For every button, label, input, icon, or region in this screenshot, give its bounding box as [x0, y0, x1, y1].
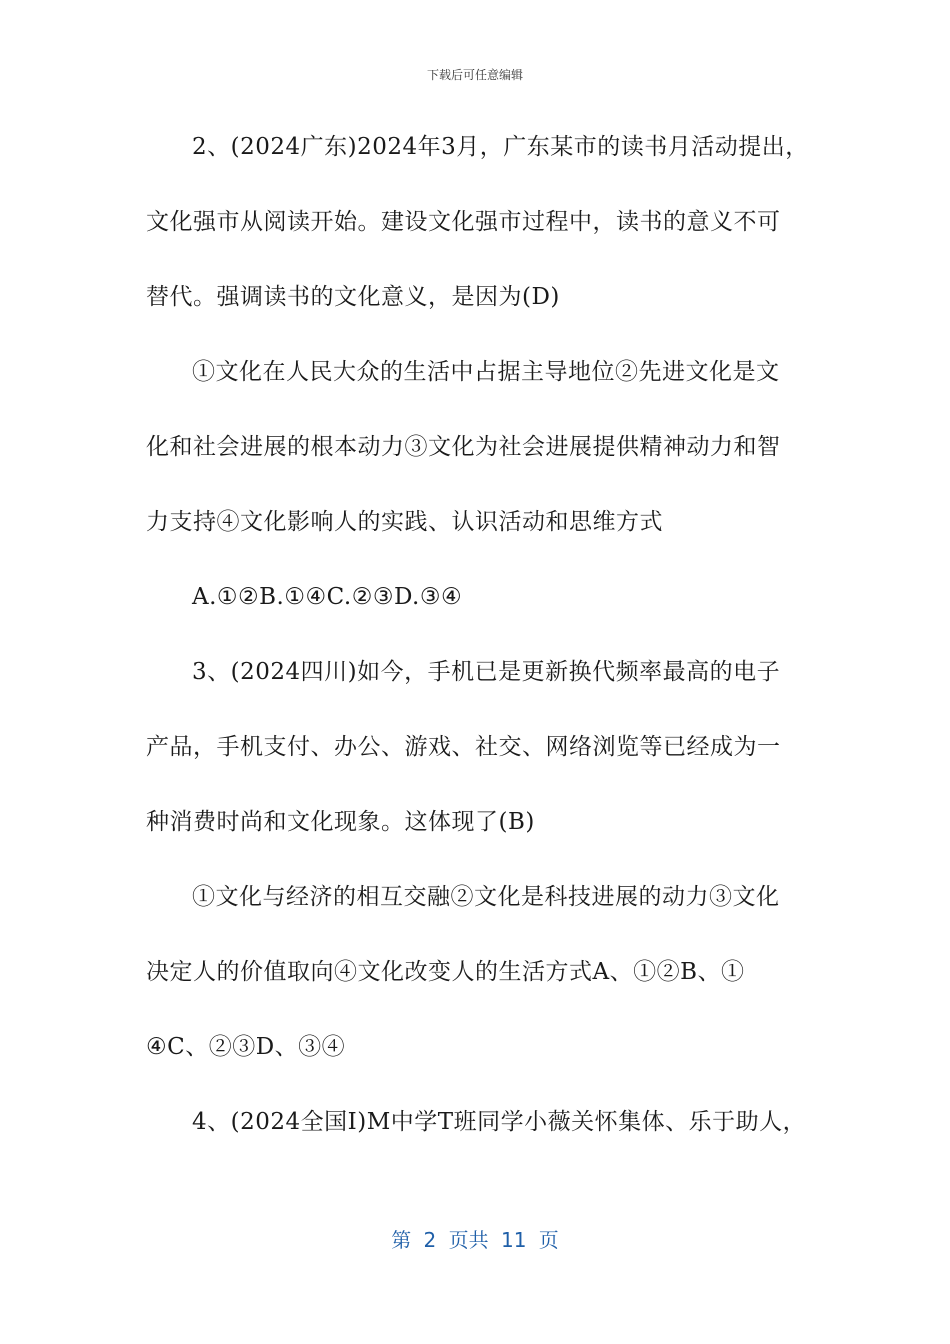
text-line: 产品，手机支付、办公、游戏、社交、网络浏览等已经成为一	[146, 734, 781, 760]
page-number-footer: 第 2 页共 11 页	[391, 1228, 559, 1252]
text-line: ①文化与经济的相互交融②文化是科技进展的动力③文化	[192, 884, 780, 910]
text-line: 决定人的价值取向④文化改变人的生活方式A、①②B、①	[146, 959, 745, 985]
text-line: 种消费时尚和文化现象。这体现了(B)	[146, 809, 535, 835]
text-line: 力支持④文化影响人的实践、认识活动和思维方式	[146, 509, 663, 535]
answer-options: A.①②B.①④C.②③D.③④	[192, 584, 463, 610]
text-line: 化和社会进展的根本动力③文化为社会进展提供精神动力和智	[146, 434, 781, 460]
text-line: 替代。强调读书的文化意义，是因为(D)	[146, 284, 560, 310]
text-line: ①文化在人民大众的生活中占据主导地位②先进文化是文	[192, 359, 780, 385]
text-line: 3、(2024四川)如今，手机已是更新换代频率最高的电子	[192, 659, 781, 685]
text-line: 4、(2024全国Ⅰ)M中学T班同学小薇关怀集体、乐于助人，	[192, 1109, 807, 1135]
text-line: 2、(2024广东)2024年3月，广东某市的读书月活动提出，	[192, 134, 809, 160]
text-line: 文化强市从阅读开始。建设文化强市过程中，读书的意义不可	[146, 209, 781, 235]
text-line: ④C、②③D、③④	[146, 1034, 346, 1060]
document-body	[146, 122, 809, 1172]
page-header: 下载后可任意编辑	[426, 68, 523, 82]
